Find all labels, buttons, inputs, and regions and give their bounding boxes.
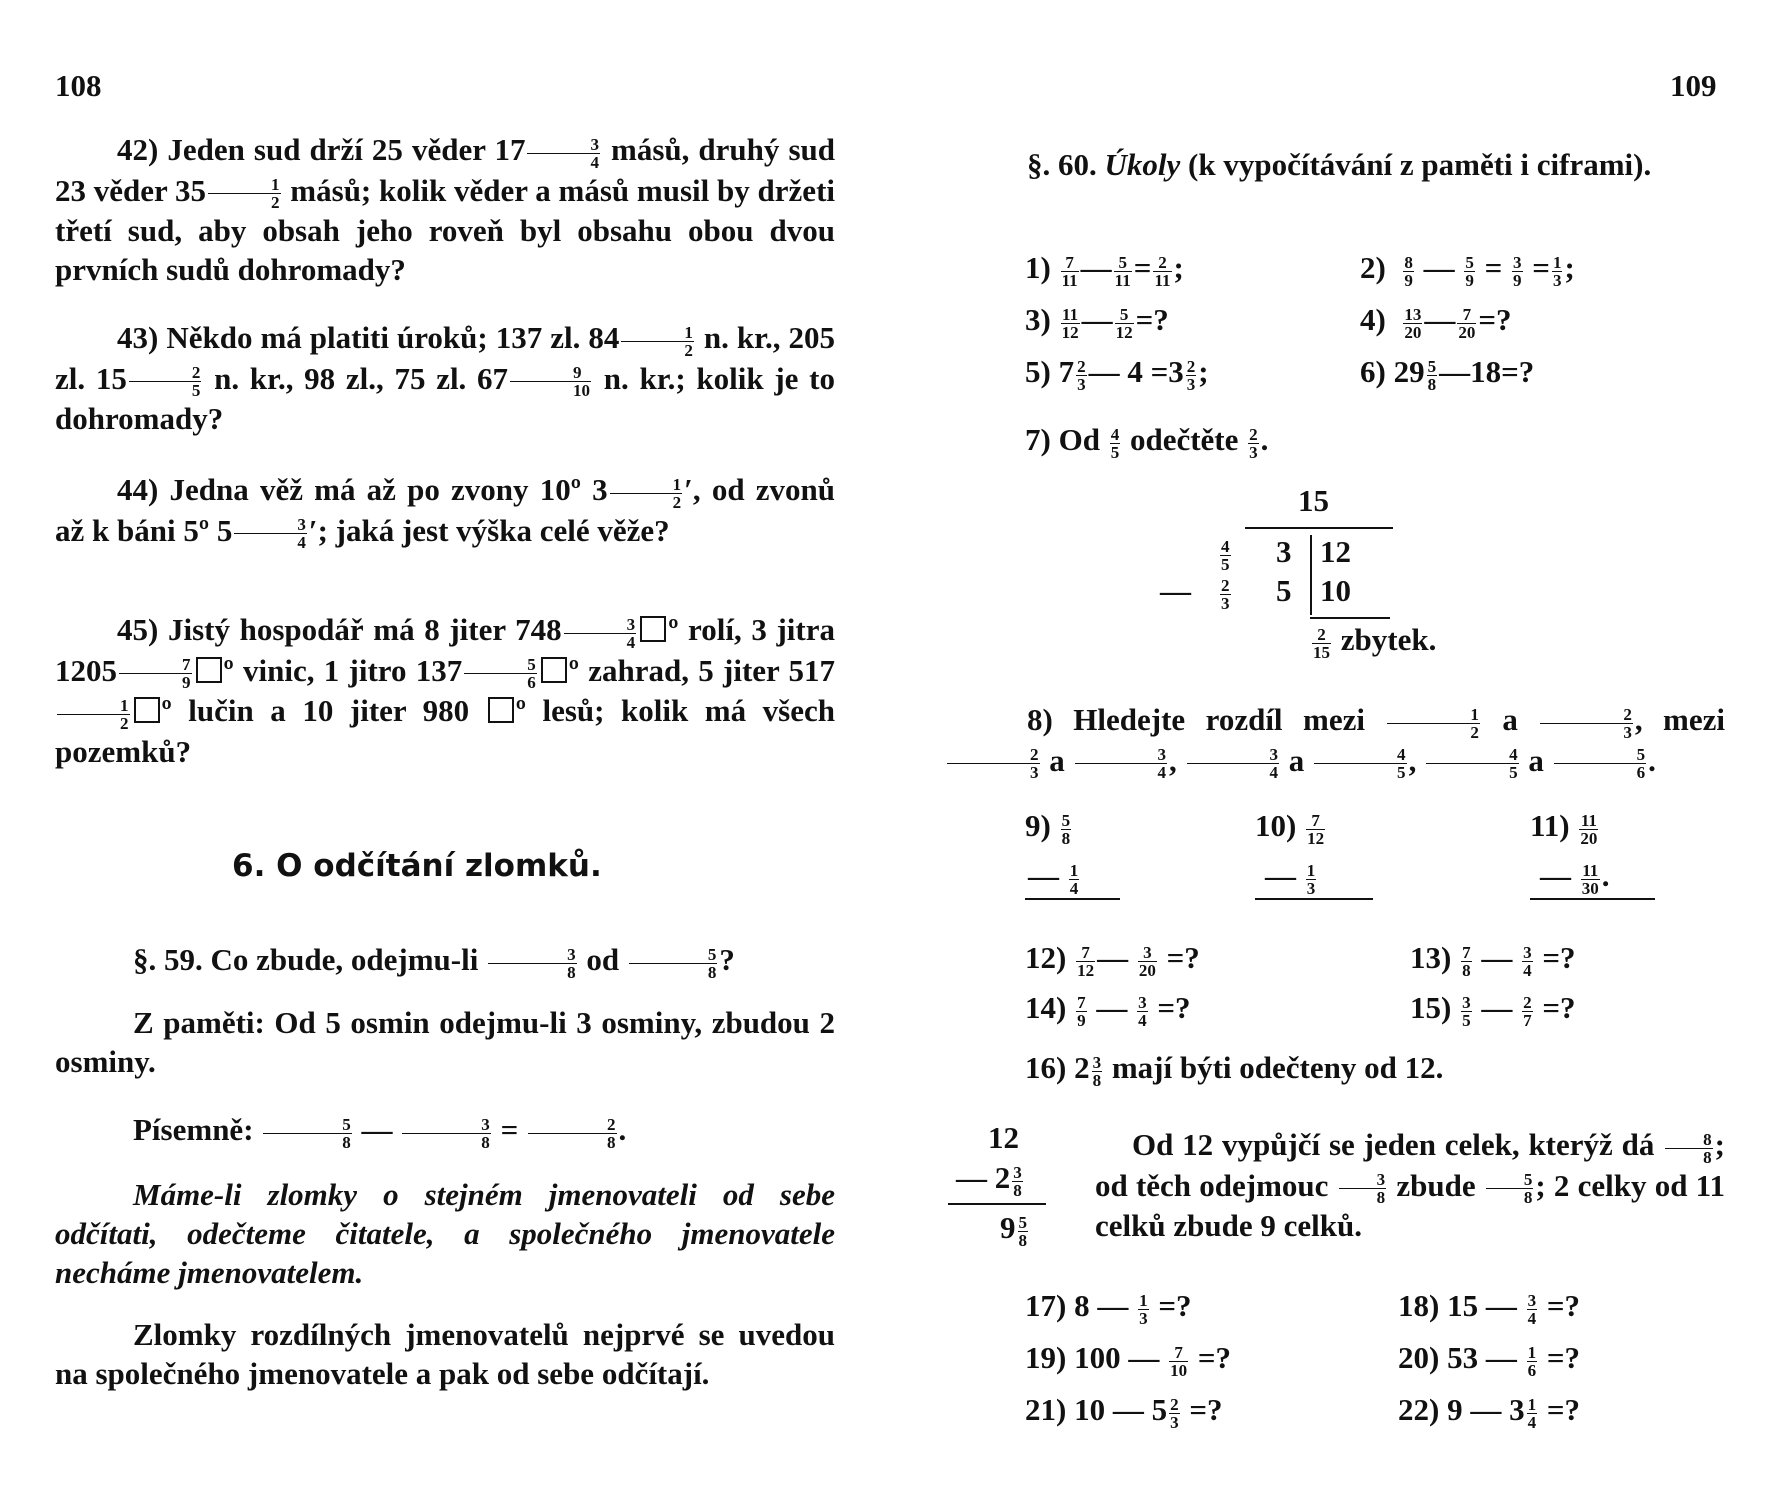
fraction: $\frac{1}{2}$ [621, 324, 694, 359]
fraction: $\frac{3}{5}$ [1462, 992, 1471, 1030]
fraction: $\frac{1}{4}$ [1527, 1394, 1537, 1432]
fraction: $\frac{3}{4}$ [234, 516, 307, 551]
left-page [0, 0, 870, 1500]
fraction: $\frac{2}{8}$ [528, 1116, 617, 1151]
fraction: $\frac{1}{2}$ [1387, 706, 1480, 741]
exercise-21: 21) 10 — 5 $\frac{2}{3}$ =? [1025, 1392, 1223, 1432]
fraction: $\frac{2}{11}$ [1154, 252, 1171, 290]
fraction: $\frac{2}{3}$ [1249, 424, 1258, 462]
fraction: $\frac{4}{5}$ [1314, 746, 1407, 781]
fraction: $\frac{5}{6}$ [1554, 746, 1647, 781]
fraction: $\frac{3}{8}$ [1339, 1171, 1387, 1206]
exercise-16: 16) 2 $\frac{3}{8}$ mají býti odečteny od 12. [1025, 1050, 1444, 1090]
fraction: $\frac{13}{20}$ [1404, 304, 1422, 342]
exercise-13: 13) $\frac{7}{8}$ — $\frac{3}{4}$ =? [1410, 940, 1576, 980]
fraction: $\frac{2}{3}$ [1186, 356, 1196, 394]
fraction: $\frac{11}{12}$ [1061, 304, 1079, 342]
fraction: $\frac{2}{5}$ [129, 364, 202, 399]
problem-43: 43) Někdo má platiti úroků; 137 zl. 84 $\frac{1}{2}$ n. kr., 205 zl. 15 $\frac{2}{5}$ n. kr., 98 zl., 75 zl. 67 $\frac{9}{10}$ n. kr.; kolik je to dohromady? [55, 320, 835, 437]
fraction: $\frac{5}{8}$ [1427, 356, 1437, 394]
exercise-1: 1) $\frac{7}{11}$ — $\frac{5}{11}$ = $\frac{2}{11}$ ; [1025, 250, 1184, 290]
fraction: $\frac{7}{12}$ [1077, 942, 1095, 980]
fraction: $\frac{3}{8}$ [1013, 1162, 1022, 1200]
fraction: $\frac{4}{5}$ [1426, 746, 1519, 781]
fraction: $\frac{3}{9}$ [1513, 252, 1522, 290]
fraction: $\frac{2}{3}$ [1077, 356, 1086, 394]
fraction: $\frac{3}{4}$ [1138, 992, 1147, 1030]
fraction: $\frac{7}{20}$ [1458, 304, 1476, 342]
fraction: $\frac{1}{3}$ [1306, 860, 1316, 898]
exercise-12: 12) $\frac{7}{12}$ — $\frac{3}{20}$ =? [1025, 940, 1200, 980]
fraction: $\frac{7}{9}$ [1077, 992, 1086, 1030]
fraction: $\frac{7}{12}$ [1307, 810, 1325, 848]
fraction: $\frac{3}{4}$ [527, 136, 600, 171]
exercise-6: 6) 29 $\frac{5}{8}$ —18=? [1360, 354, 1535, 394]
fraction: $\frac{8}{8}$ [1665, 1131, 1713, 1166]
exercise-20: 20) 53 — $\frac{1}{6}$ =? [1398, 1340, 1581, 1380]
fraction: $\frac{4}{5}$ [1221, 536, 1230, 574]
square-symbol [196, 657, 222, 683]
section-59: §. 59. Co zbude, odejmu-li $\frac{3}{8}$ od $\frac{5}{8}$ ? [133, 942, 735, 982]
fraction: $\frac{11}{20}$ [1580, 810, 1598, 848]
fraction: $\frac{11}{30}$ [1581, 860, 1599, 898]
fraction: $\frac{4}{5}$ [1110, 424, 1120, 462]
fraction: $\frac{5}{8}$ [1061, 810, 1071, 848]
fraction: $\frac{3}{4}$ [564, 616, 637, 651]
exercise-18: 18) 15 — $\frac{3}{4}$ =? [1398, 1288, 1581, 1328]
exercise-22: 22) 9 — 3 $\frac{1}{4}$ =? [1398, 1392, 1581, 1432]
fraction: $\frac{1}{2}$ [208, 176, 281, 211]
fraction: $\frac{5}{8}$ [1018, 1212, 1028, 1250]
fraction: $\frac{2}{3}$ [1170, 1394, 1179, 1432]
fraction: $\frac{3}{4}$ [1187, 746, 1280, 781]
mental-calc: Z paměti: Od 5 osmin odejmu-li 3 osminy, zbudou 2 osminy. [55, 1005, 835, 1079]
explanation-16: Od 12 vypůjčí se jeden celek, kterýž dá $\frac{8}{8}$ ; od těch odejmouc $\frac{3}{8}$ zbude $\frac{5}{8}$ ; 2 celky od 11 celků zbude 9 celků. [1095, 1127, 1725, 1244]
fraction: $\frac{5}{11}$ [1114, 252, 1131, 290]
square-symbol [541, 657, 567, 683]
fraction: $\frac{1}{2}$ [610, 476, 683, 511]
right-page: 109 §. 60. Úkoly (k vypočítávání z paměti i ciframi). 1) $\frac{7}{11}$ — $\frac{5}{11}$ = $\frac{2}{11}$ ; 2) $\frac{8}{9}$ — $\frac{5}{9}$ = $\frac{3}{9}$ = $\frac{1}{3}$ ; 3) $\frac{11}{12}$ — $\frac{5}{12}$ =? 4) $\frac{13}{20}$ — $\frac{7}{20}$ =? 5) 7 $\frac{2}{3}$ — 4 =3 $\frac{2}{3}$ ; 6) 29 $\frac{5}{8}$ —18=? 7) Od $\frac{4}{5}$ odečtěte $\frac{2}{3}$ . 15 $\frac{4}{5}$ 3 12 — $\frac{2}{3}$ 5 10 $\frac{2}{15}$ zbytek. 8) Hledejte rozdíl mezi $\frac{1}{2}$ a $\frac{2}{3}$ , mezi $\frac{2}{3}$ a $\frac{3}{4}$ , $\frac{3}{4}$ a $\frac{4}{5}$ , $\frac{4}{5}$ a $\frac{5}{6}$ . 9) $\frac{5}{8}$ — $\frac{1}{4}$ 10) $\frac{7}{12}$ — $\frac{1}{3}$ 11) $\frac{11}{20}$ — $\frac{11}{30}$ . 12) $\frac{7}{12}$ — $\frac{3}{20}$ =? 13) $\frac{7}{8}$ — $\frac{3}{4}$ =? 14) $\frac{7}{9}$ — $\frac{3}{4}$ =? 15) $\frac{3}{5}$ — $\frac{2}{7}$ =? 16) 2 $\frac{3}{8}$ mají býti odečteny od 12. 12 — 2 $\frac{3}{8}$ 9 $\frac{5}{8}$ Od 12 vypůjčí se jeden celek, kterýž dá $\frac{8}{8}$ ; od těch odejmouc $\frac{3}{8}$ zbude $\frac{5}{8}$ ; 2 celky od 11 celků zbude 9 celků. 17) 8 — $\frac{1}{3}$ =? 18) 15 — $\frac{3}{4}$ =? 19) 100 — $\frac{7}{10}$ =? 20) 53 — $\frac{1}{6}$ =? 21) 10 — 5 $\frac{2}{3}$ =? 22) 9 — 3 $\frac{1}{4}$ =? [870, 0, 1774, 1500]
fraction: $\frac{9}{10}$ [510, 364, 591, 399]
problem-44: 44) Jedna věž má až po zvony 10º 3 $\frac{1}{2}$ ′, od zvonů až k báni 5º 5 $\frac{3}{4}$ ′; jaká jest výška celé věže? [55, 472, 835, 553]
written-calc: Písemně: $\frac{5}{8}$ — $\frac{3}{8}$ = $\frac{2}{8}$ . [133, 1112, 627, 1152]
square-symbol [134, 697, 160, 723]
fraction: $\frac{1}{6}$ [1527, 1342, 1537, 1380]
exercise-14: 14) $\frac{7}{9}$ — $\frac{3}{4}$ =? [1025, 990, 1191, 1030]
rule-different-denominators: Zlomky rozdílných jmenovatelů nejprvé se uvedou na společného jmenovatele a pak od sebe odčítají. [55, 1317, 835, 1391]
exercise-2: 2) $\frac{8}{9}$ — $\frac{5}{9}$ = $\frac{3}{9}$ = $\frac{1}{3}$ ; [1360, 250, 1575, 290]
fraction: $\frac{3}{8}$ [402, 1116, 491, 1151]
problem-42: 42) Jeden sud drží 25 věder 17 $\frac{3}{4}$ másů, druhý sud 23 věder 35 $\frac{1}{2}$ másů; kolik věder a másů musil by držeti třetí sud, aby obsah jeho roveň byl obsahu obou dvou prvních sudů dohromady? [55, 132, 835, 288]
fraction: $\frac{3}{4}$ [1075, 746, 1168, 781]
square-symbol [640, 616, 666, 642]
exercise-4: 4) $\frac{13}{20}$ — $\frac{7}{20}$ =? [1360, 302, 1512, 342]
page-number-right: 109 [1670, 68, 1717, 103]
fraction: $\frac{5}{6}$ [464, 656, 537, 691]
fraction: $\frac{3}{4}$ [1527, 1290, 1537, 1328]
fraction: $\frac{2}{7}$ [1523, 992, 1532, 1030]
fraction: $\frac{7}{11}$ [1061, 252, 1078, 290]
exercise-15: 15) $\frac{3}{5}$ — $\frac{2}{7}$ =? [1410, 990, 1576, 1030]
fraction: $\frac{5}{12}$ [1115, 304, 1133, 342]
rule-same-denominator: Máme-li zlomky o stejném jmenovateli od sebe odčítati, odečteme čitatele, a společného jmenovatele necháme jmenovatelem. [55, 1177, 835, 1290]
fraction: $\frac{7}{10}$ [1170, 1342, 1188, 1380]
fraction: $\frac{2}{3}$ [947, 746, 1040, 781]
fraction: $\frac{7}{8}$ [1462, 942, 1471, 980]
fraction: $\frac{8}{9}$ [1404, 252, 1413, 290]
problem-45: 45) Jistý hospodář má 8 jiter 748 $\frac{3}{4}$ º rolí, 3 jitra 1205 $\frac{7}{9}$ º vinic, 1 jitro 137 $\frac{5}{6}$ º zahrad, 5 jiter 517 $\frac{1}{2}$ º lučin a 10 jiter 980 º lesů; kolik má všech pozemků? [55, 612, 835, 770]
section-heading: 6. O odčítání zlomků. [232, 848, 602, 884]
fraction: $\frac{2}{15}$ [1313, 624, 1331, 662]
exercise-7: 7) Od $\frac{4}{5}$ odečtěte $\frac{2}{3}$ . [1025, 422, 1269, 462]
fraction: $\frac{3}{20}$ [1138, 942, 1156, 980]
fraction: $\frac{5}{9}$ [1465, 252, 1474, 290]
exercise-17: 17) 8 — $\frac{1}{3}$ =? [1025, 1288, 1192, 1328]
fraction: $\frac{7}{9}$ [119, 656, 192, 691]
fraction: $\frac{1}{3}$ [1139, 1290, 1148, 1328]
fraction: $\frac{2}{3}$ [1221, 575, 1230, 613]
exercise-5: 5) 7 $\frac{2}{3}$ — 4 =3 $\frac{2}{3}$ ; [1025, 354, 1209, 394]
square-symbol [488, 697, 514, 723]
fraction: $\frac{1}{4}$ [1069, 860, 1079, 898]
section-60: §. 60. Úkoly (k vypočítávání z paměti i ciframi). [1027, 147, 1652, 182]
fraction: $\frac{3}{8}$ [488, 946, 577, 981]
fraction: $\frac{3}{8}$ [1092, 1052, 1102, 1090]
exercise-8: 8) Hledejte rozdíl mezi $\frac{1}{2}$ a $\frac{2}{3}$ , mezi $\frac{2}{3}$ a $\frac{3}{4}$ , $\frac{3}{4}$ a $\frac{4}{5}$ , $\frac{4}{5}$ a $\frac{5}{6}$ . [945, 700, 1725, 781]
fraction: $\frac{2}{3}$ [1540, 706, 1633, 741]
page-number-left: 108 [55, 68, 102, 103]
fraction: $\frac{1}{2}$ [57, 697, 130, 732]
fraction: $\frac{5}{8}$ [629, 946, 718, 981]
fraction: $\frac{5}{8}$ [1486, 1171, 1534, 1206]
fraction: $\frac{3}{4}$ [1523, 942, 1532, 980]
fraction: $\frac{1}{3}$ [1552, 252, 1562, 290]
fraction: $\frac{5}{8}$ [263, 1116, 352, 1151]
exercise-19: 19) 100 — $\frac{7}{10}$ =? [1025, 1340, 1232, 1380]
exercise-3: 3) $\frac{11}{12}$ — $\frac{5}{12}$ =? [1025, 302, 1169, 342]
